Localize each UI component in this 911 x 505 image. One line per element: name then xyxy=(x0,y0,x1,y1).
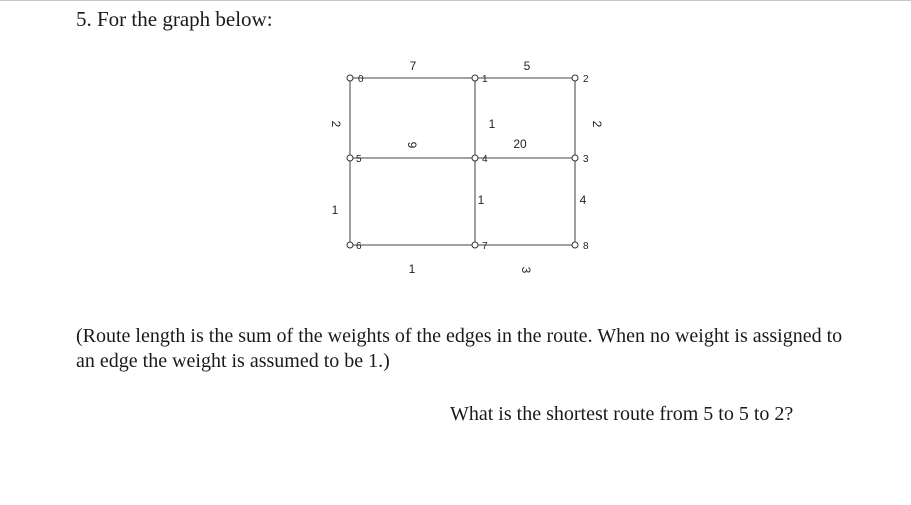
edge-weight-5-6: 1 xyxy=(331,203,339,218)
vertex-6 xyxy=(347,242,353,248)
edge-weight-1-2: 5 xyxy=(523,59,531,74)
vertex-0 xyxy=(347,75,353,81)
vertex-1 xyxy=(472,75,478,81)
vertex-label-4: 4 xyxy=(482,154,488,165)
edge-weight-0-5: 2 xyxy=(328,120,343,128)
edge-weight-2-3: 2 xyxy=(589,120,604,128)
vertex-2 xyxy=(572,75,578,81)
vertex-label-5: 5 xyxy=(356,154,362,165)
question-title: 5. For the graph below: xyxy=(76,7,273,31)
edge-weight-0-1: 7 xyxy=(409,59,417,74)
weighted-graph xyxy=(300,50,620,290)
vertex-5 xyxy=(347,155,353,161)
edge-weight-7-8: 3 xyxy=(518,266,533,274)
edge-weight-4-7: 1 xyxy=(477,193,485,208)
vertex-label-3: 3 xyxy=(583,154,589,165)
vertex-3 xyxy=(572,155,578,161)
edge-weight-4-3: 20 xyxy=(513,137,527,152)
vertex-label-0: 0 xyxy=(358,74,364,85)
vertex-label-2: 2 xyxy=(583,74,589,85)
vertex-label-8: 8 xyxy=(583,241,589,252)
vertex-label-7: 7 xyxy=(482,241,488,252)
vertex-8 xyxy=(572,242,578,248)
question-note: (Route length is the sum of the weights of the edges in the route. When no weight is assigned to an edge the weight is assumed to be 1.) xyxy=(76,325,843,372)
vertex-4 xyxy=(472,155,478,161)
edge-weight-1-4: 1 xyxy=(488,117,496,132)
vertex-label-1: 1 xyxy=(482,74,488,85)
edge-weight-5-4: 9 xyxy=(404,141,419,149)
vertex-7 xyxy=(472,242,478,248)
question-ask: What is the shortest route from 5 to 5 to 2? xyxy=(450,403,794,425)
edge-weight-6-7: 1 xyxy=(408,262,416,277)
edge-weight-3-8: 4 xyxy=(579,193,587,208)
vertex-label-6: 6 xyxy=(356,241,362,252)
top-rule xyxy=(0,0,911,4)
